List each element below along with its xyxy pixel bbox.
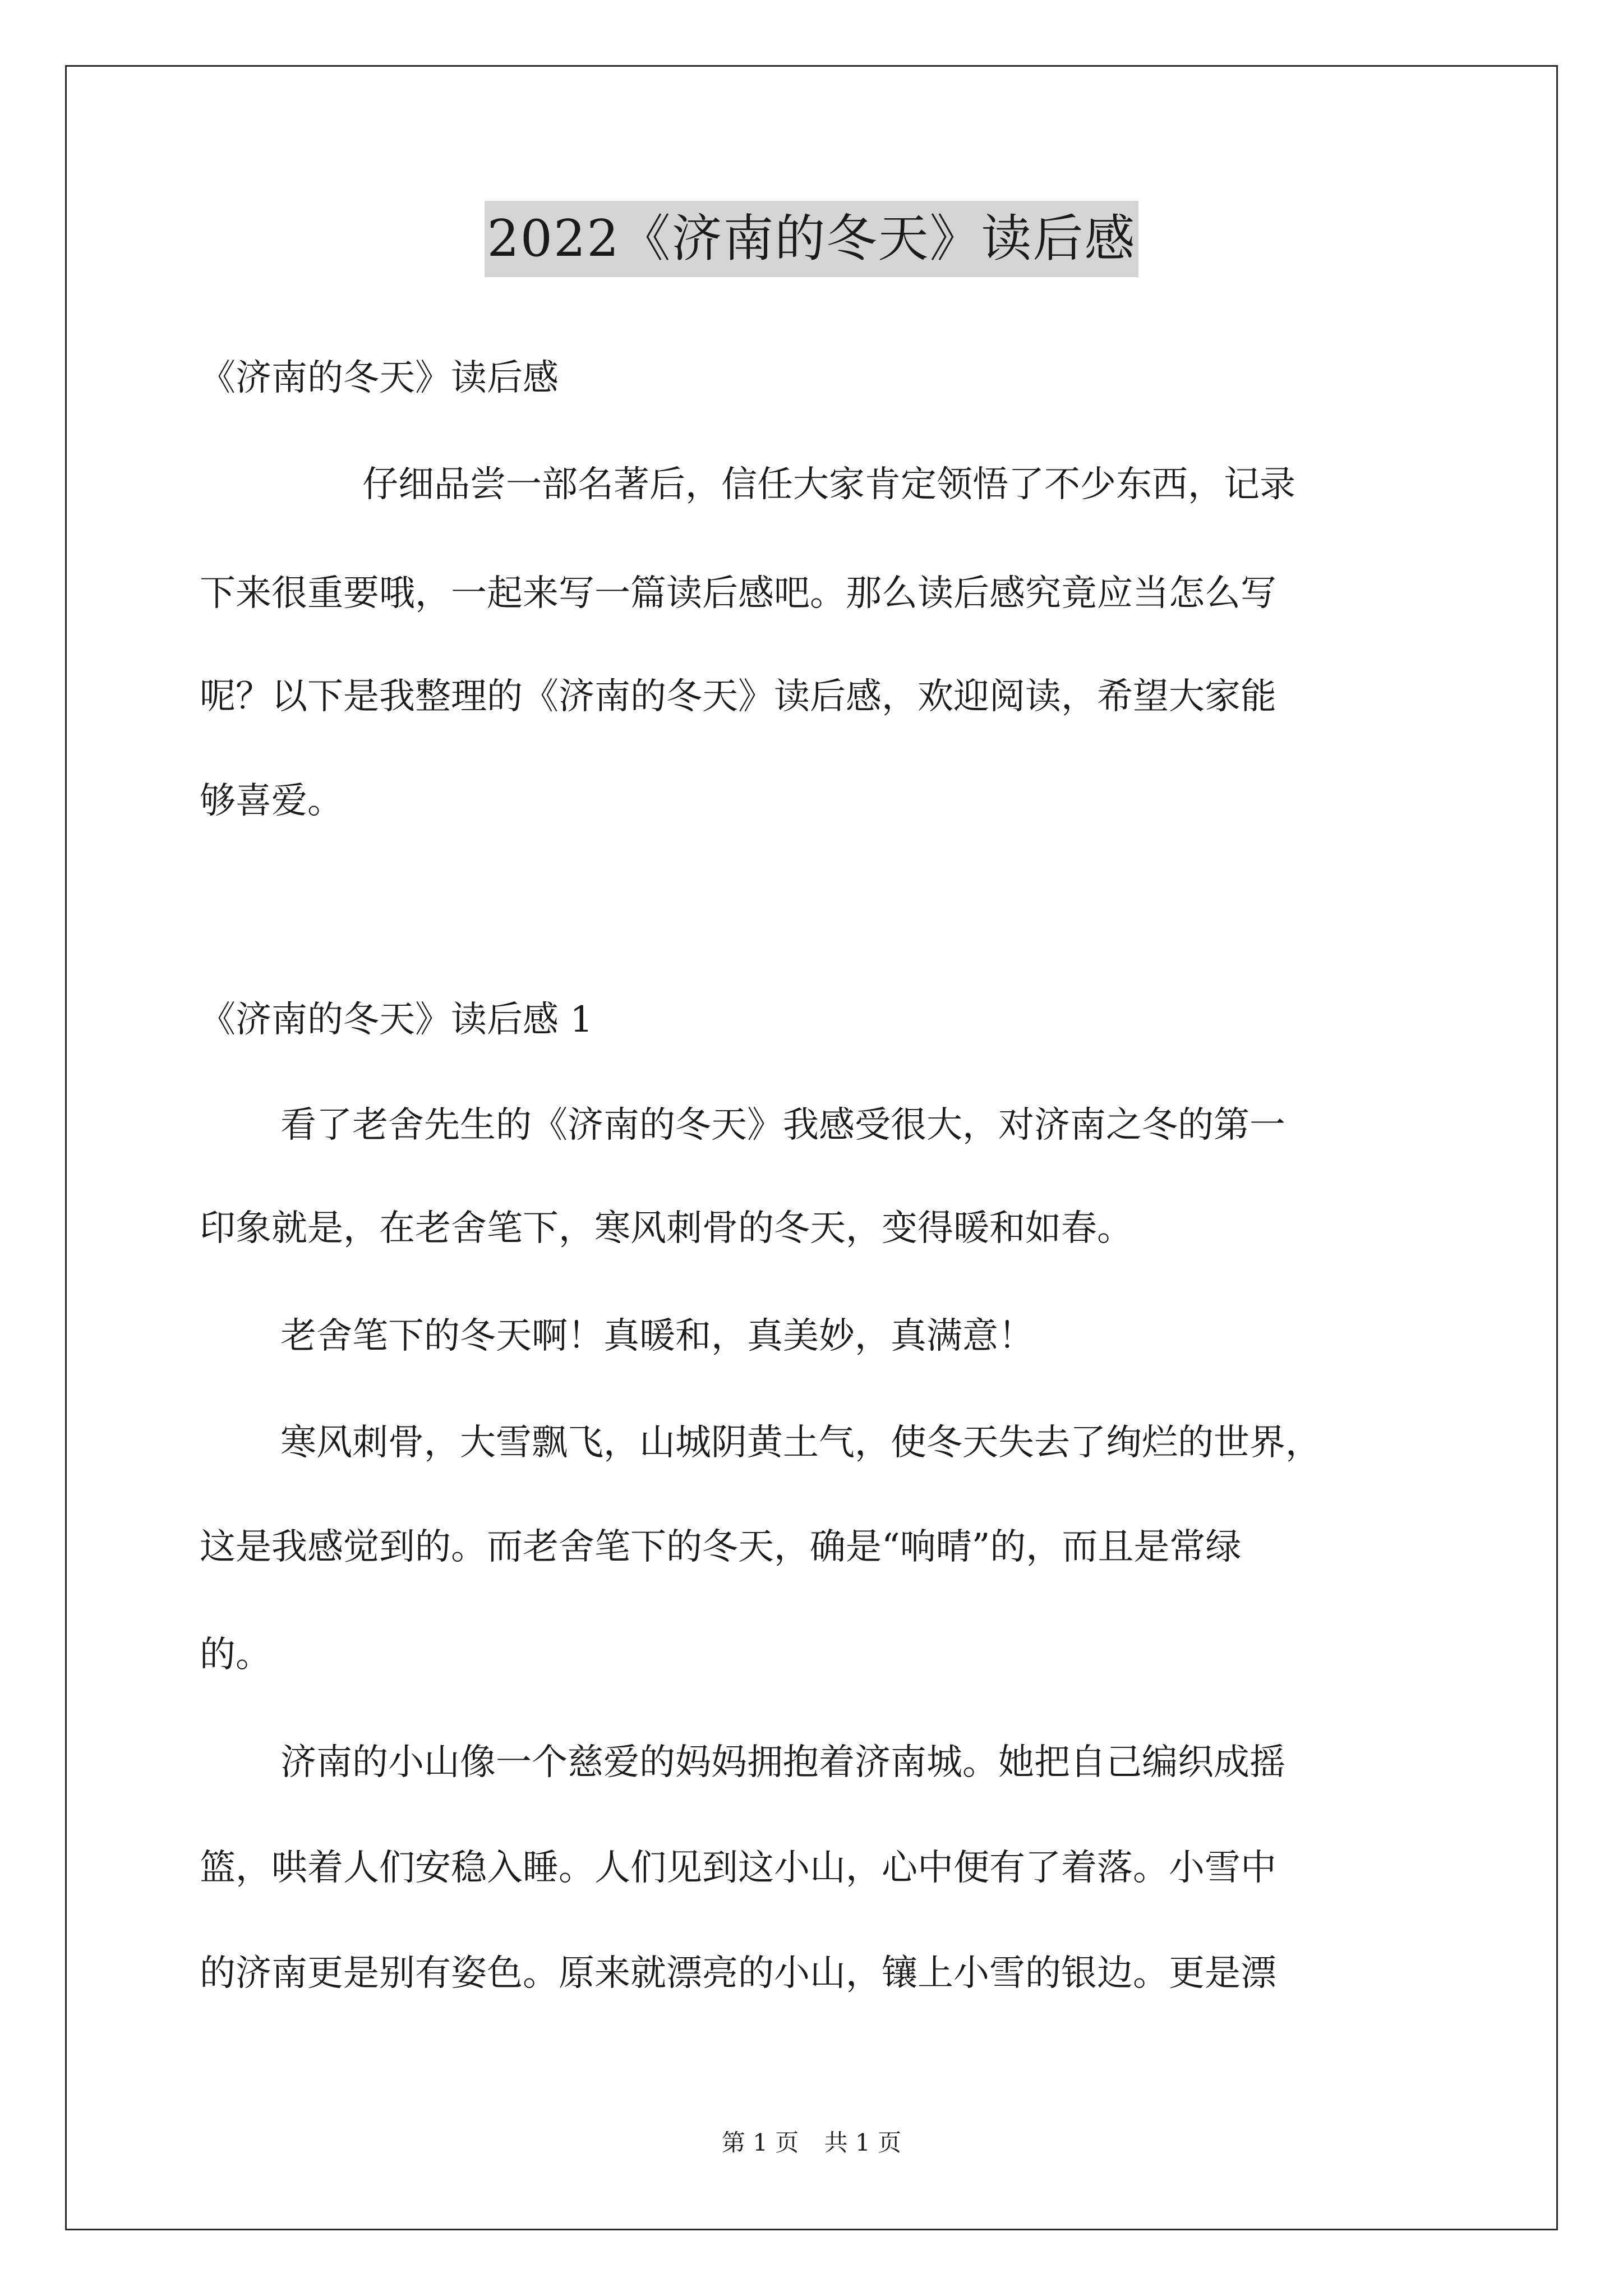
paragraph-line: 济南的小山像一个慈爱的妈妈拥抱着济南城。她把自己编织成摇	[280, 1742, 1285, 1783]
paragraph-line: 看了老舍先生的《济南的冬天》我感受很大，对济南之冬的第一	[280, 1105, 1285, 1146]
paragraph-line: 够喜爱。	[200, 780, 343, 822]
paragraph-line: 寒风刺骨，大雪飘飞，山城阴黄土气，使冬天失去了绚烂的世界，	[280, 1422, 1321, 1464]
page-total: 共 1 页	[824, 2129, 902, 2156]
document-title: 2022《济南的冬天》读后感	[485, 201, 1138, 277]
paragraph-line: 篮，哄着人们安稳入睡。人们见到这小山，心中便有了着落。小雪中	[200, 1847, 1276, 1889]
paragraph-line: 呢？以下是我整理的《济南的冬天》读后感，欢迎阅读，希望大家能	[200, 676, 1276, 717]
paragraph-line: 印象就是，在老舍笔下，寒风刺骨的冬天，变得暖和如春。	[200, 1208, 1133, 1249]
paragraph-line: 的济南更是别有姿色。原来就漂亮的小山，镶上小雪的银边。更是漂	[200, 1953, 1276, 1994]
title-block	[0, 201, 1623, 277]
paragraph-line: 下来很重要哦，一起来写一篇读后感吧。那么读后感究竟应当怎么写	[200, 573, 1276, 614]
page-footer	[0, 2126, 1623, 2160]
section-heading-intro: 《济南的冬天》读后感	[200, 357, 559, 399]
paragraph-line: 仔细品尝一部名著后，信任大家肯定领悟了不少东西，记录	[362, 464, 1295, 505]
page-number: 第 1 页	[721, 2129, 799, 2156]
paragraph-line: 的。	[200, 1634, 271, 1676]
section-heading-1: 《济南的冬天》读后感 1	[200, 999, 593, 1041]
paragraph-line: 这是我感觉到的。而老舍笔下的冬天，确是“响晴”的，而且是常绿	[200, 1526, 1242, 1568]
paragraph-line: 老舍笔下的冬天啊！真暖和，真美妙，真满意！	[280, 1315, 1034, 1357]
